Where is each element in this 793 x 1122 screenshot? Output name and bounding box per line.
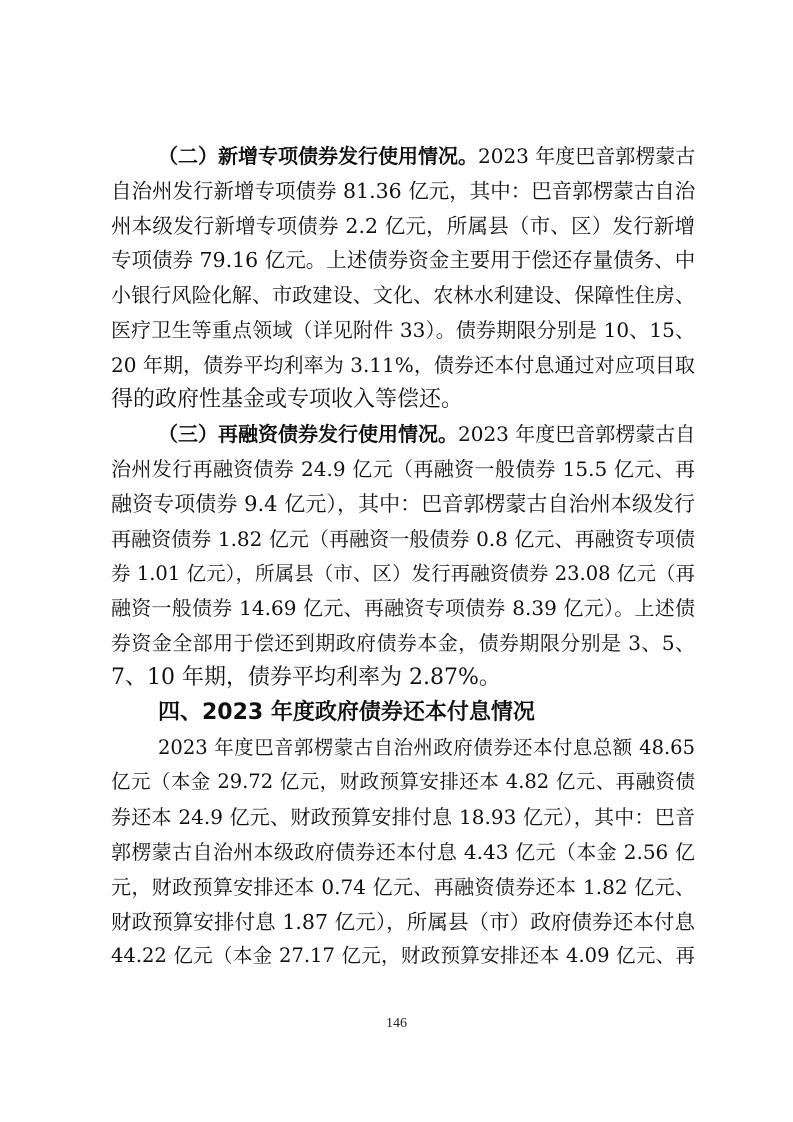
paragraph-line: 郭楞蒙古自治州本级政府债券还本付息 4.43 亿元（本金 2.56 亿 bbox=[111, 840, 695, 864]
section3-text-1: 2023 年度巴音郭楞蒙古自 bbox=[458, 422, 696, 447]
section2-first-line bbox=[158, 139, 695, 173]
paragraph-line: 医疗卫生等重点领域（详见附件 33）。债券期限分别是 10、15、 bbox=[111, 318, 695, 342]
paragraph-line: 2023 年度巴音郭楞蒙古自治州政府债券还本付息总额 48.65 bbox=[158, 735, 695, 759]
paragraph-line: 券还本 24.9 亿元、财政预算安排付息 18.93 亿元），其中：巴音 bbox=[111, 805, 695, 830]
paragraph-line: 券资金全部用于偿还到期政府债券本金，债券期限分别是 3、5、 bbox=[111, 631, 695, 656]
section2-text-1: 2023 年度巴音郭楞蒙古 bbox=[478, 144, 696, 168]
paragraph-line: 20 年期，债券平均利率为 3.11%，债券还本付息通过对应项目取 bbox=[111, 352, 695, 377]
paragraph-line: 元，财政预算安排还本 0.74 亿元、再融资债券还本 1.82 亿元、 bbox=[111, 874, 695, 899]
paragraph-line: 融资一般债券 14.69 亿元、再融资专项债券 8.39 亿元）。上述债 bbox=[111, 596, 695, 621]
paragraph-line: 券 1.01 亿元），所属县（市、区）发行再融资债券 23.08 亿元（再 bbox=[111, 561, 695, 585]
section2-heading: （二）新增专项债券发行使用情况。 bbox=[158, 144, 478, 168]
section4-heading: 四、2023 年度政府债券还本付息情况 bbox=[158, 699, 535, 725]
page-number: 146 bbox=[386, 1016, 407, 1031]
paragraph-line: 自治州发行新增专项债券 81.36 亿元，其中：巴音郭楞蒙古自治 bbox=[111, 178, 696, 203]
section3-first-line bbox=[158, 417, 695, 451]
paragraph-line: 融资专项债券 9.4 亿元），其中：巴音郭楞蒙古自治州本级发行 bbox=[111, 492, 695, 516]
paragraph-line: 小银行风险化解、市政建设、文化、农林水利建设、保障性住房、 bbox=[111, 283, 695, 308]
paragraph-line: 治州发行再融资债券 24.9 亿元（再融资一般债券 15.5 亿元、再 bbox=[111, 457, 695, 482]
paragraph-line: 44.22 亿元（本金 27.17 亿元，财政预算安排还本 4.09 亿元、再 bbox=[111, 944, 695, 968]
paragraph-line: 财政预算安排付息 1.87 亿元），所属县（市）政府债券还本付息 bbox=[111, 909, 695, 934]
paragraph-line: 7、10 年期，债券平均利率为 2.87%。 bbox=[111, 665, 501, 690]
paragraph-line: 州本级发行新增专项债券 2.2 亿元，所属县（市、区）发行新增 bbox=[111, 213, 695, 238]
section3-heading: （三）再融资债券发行使用情况。 bbox=[158, 422, 458, 447]
paragraph-line: 专项债券 79.16 亿元。上述债券资金主要用于偿还存量债务、中 bbox=[111, 248, 696, 273]
paragraph-line: 再融资债券 1.82 亿元（再融资一般债券 0.8 亿元、再融资专项债 bbox=[111, 526, 695, 551]
paragraph-line: 得的政府性基金或专项收入等偿还。 bbox=[111, 386, 464, 412]
paragraph-line: 亿元（本金 29.72 亿元，财政预算安排还本 4.82 亿元、再融资债 bbox=[111, 770, 695, 794]
